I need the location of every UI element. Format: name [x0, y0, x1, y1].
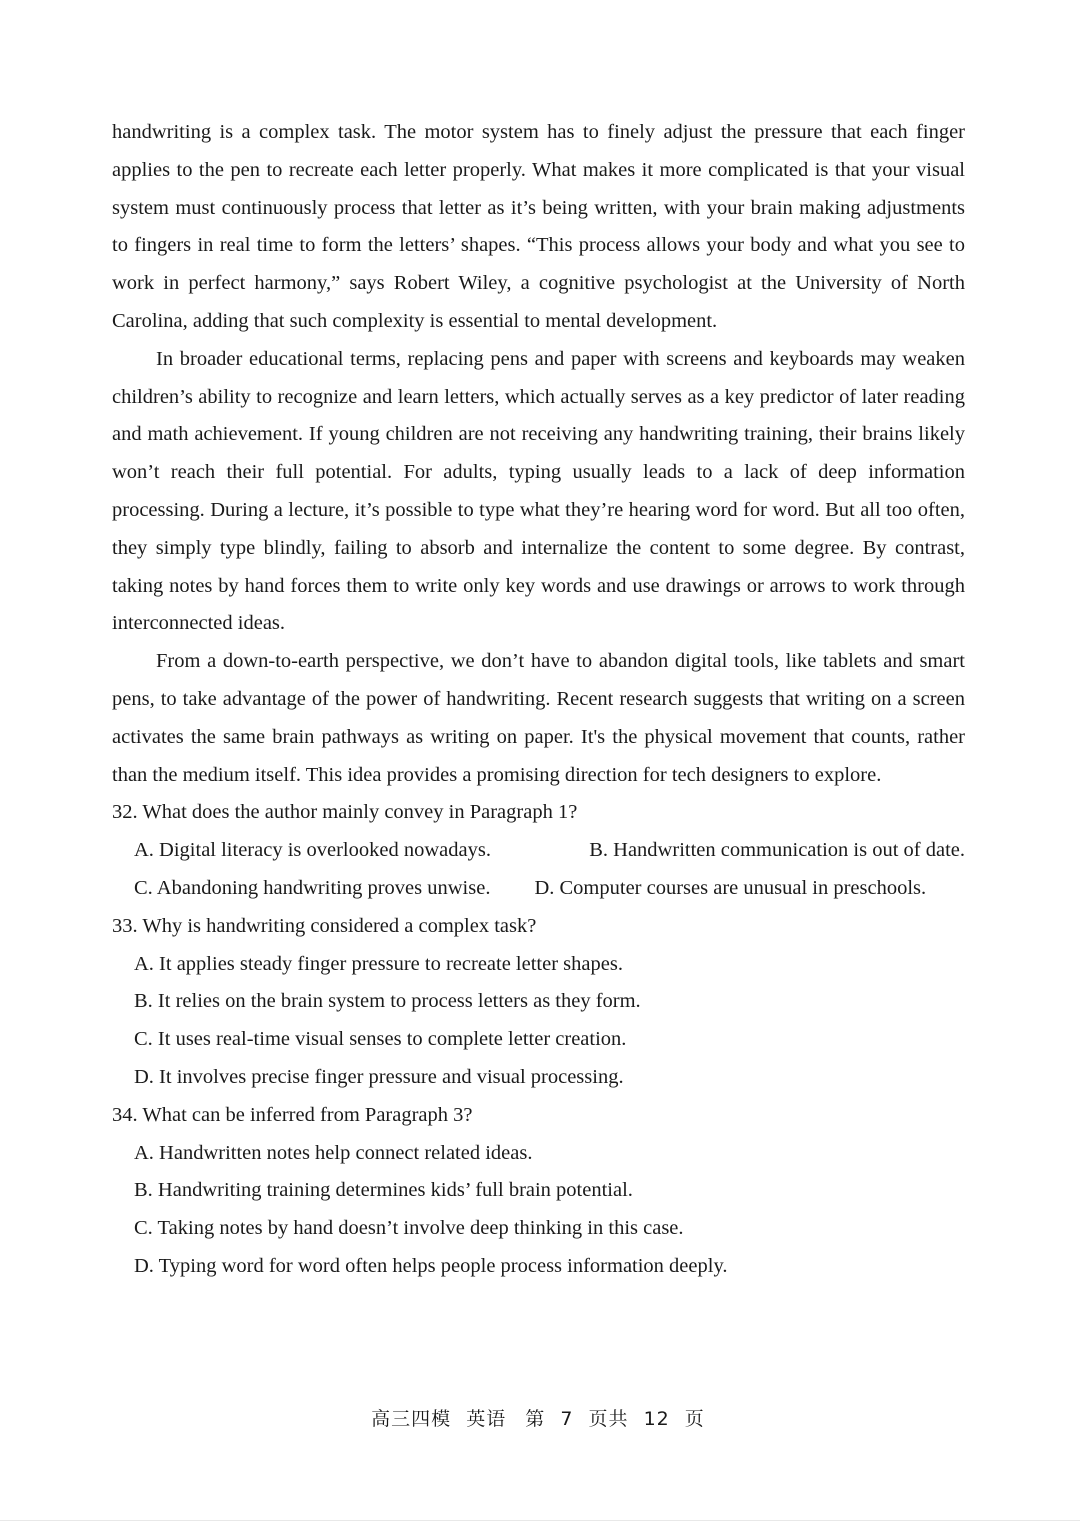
footer-page-total: 12 [643, 1408, 670, 1430]
question-32-options-row-2 [112, 870, 965, 908]
question-34-stem: 34. What can be inferred from Paragraph 3? [112, 1103, 473, 1126]
page-footer [0, 1404, 1080, 1431]
question-32-option-b[interactable]: B. Handwritten communication is out of date. [589, 839, 965, 862]
footer-exam-name: 高三四模 [371, 1408, 452, 1430]
question-33-option-c[interactable]: C. It uses real-time visual senses to complete letter creation. [134, 1028, 627, 1051]
footer-page-indicator [521, 1408, 709, 1430]
question-34-option-c[interactable]: C. Taking notes by hand doesn’t involve deep thinking in this case. [134, 1217, 684, 1240]
question-34-option-d[interactable]: D. Typing word for word often helps people process information deeply. [134, 1254, 728, 1277]
page-bottom-edge [0, 1520, 1080, 1521]
passage-paragraph-3: From a down-to-earth perspective, we don’t have to abandon digital tools, like tablets and smart pens, to take advantage of the power of handwriting. Recent research suggests that writing on a screen activates the same brain pathways as writing on paper. It's the physical movement that counts, rather than the medium itself. This idea provides a promising direction for tech designers to explore. [112, 650, 965, 786]
question-32-options-row-1 [112, 832, 965, 870]
question-32-option-c[interactable]: C. Abandoning handwriting proves unwise. [134, 876, 491, 899]
question-33-stem: 33. Why is handwriting considered a complex task? [112, 914, 537, 937]
passage-paragraph-1: handwriting is a complex task. The motor system has to finely adjust the pressure that each finger applies to the pen to recreate each letter properly. What makes it more complicated is that your visual system must continuously process that letter as it’s being written, with your brain making adjustments to fingers in real time to form the letters’ shapes. “This process allows your body and what you see to work in perfect harmony,” says Robert Wiley, a cognitive psychologist at the University of North Carolina, adding that such complexity is essential to mental development. [112, 121, 965, 332]
footer-subject: 英语 [466, 1408, 507, 1430]
question-32-option-a[interactable]: A. Digital literacy is overlooked nowadays. [134, 839, 491, 862]
question-33-option-b[interactable]: B. It relies on the brain system to process letters as they form. [134, 990, 641, 1013]
footer-page-suffix: 页 [684, 1408, 705, 1430]
question-33-option-a[interactable]: A. It applies steady finger pressure to recreate letter shapes. [134, 952, 623, 975]
question-32-stem: 32. What does the author mainly convey in Paragraph 1? [112, 801, 578, 824]
question-32-option-d[interactable]: D. Computer courses are unusual in preschools. [534, 876, 927, 899]
question-34-option-a[interactable]: A. Handwritten notes help connect related ideas. [134, 1141, 533, 1164]
exam-page [112, 114, 965, 1286]
footer-page-mid: 页共 [588, 1408, 629, 1430]
passage-paragraph-2: In broader educational terms, replacing pens and paper with screens and keyboards may weaken children’s ability to recognize and learn letters, which actually serves as a key predictor of later reading and math achievement. If young children are not receiving any handwriting training, their brains likely won’t reach their full potential. For adults, typing usually leads to a lack of deep information processing. During a lecture, it’s possible to type what they’re hearing word for word. But all too often, they simply type blindly, failing to absorb and internalize the content to some degree. By contrast, taking notes by hand forces them to write only key words and use drawings or arrows to work through interconnected ideas. [112, 347, 965, 635]
question-33-option-d[interactable]: D. It involves precise finger pressure and visual processing. [134, 1065, 624, 1088]
question-34-option-b[interactable]: B. Handwriting training determines kids’ full brain potential. [134, 1179, 633, 1202]
footer-page-prefix: 第 [525, 1408, 546, 1430]
footer-page-number: 7 [560, 1408, 574, 1430]
